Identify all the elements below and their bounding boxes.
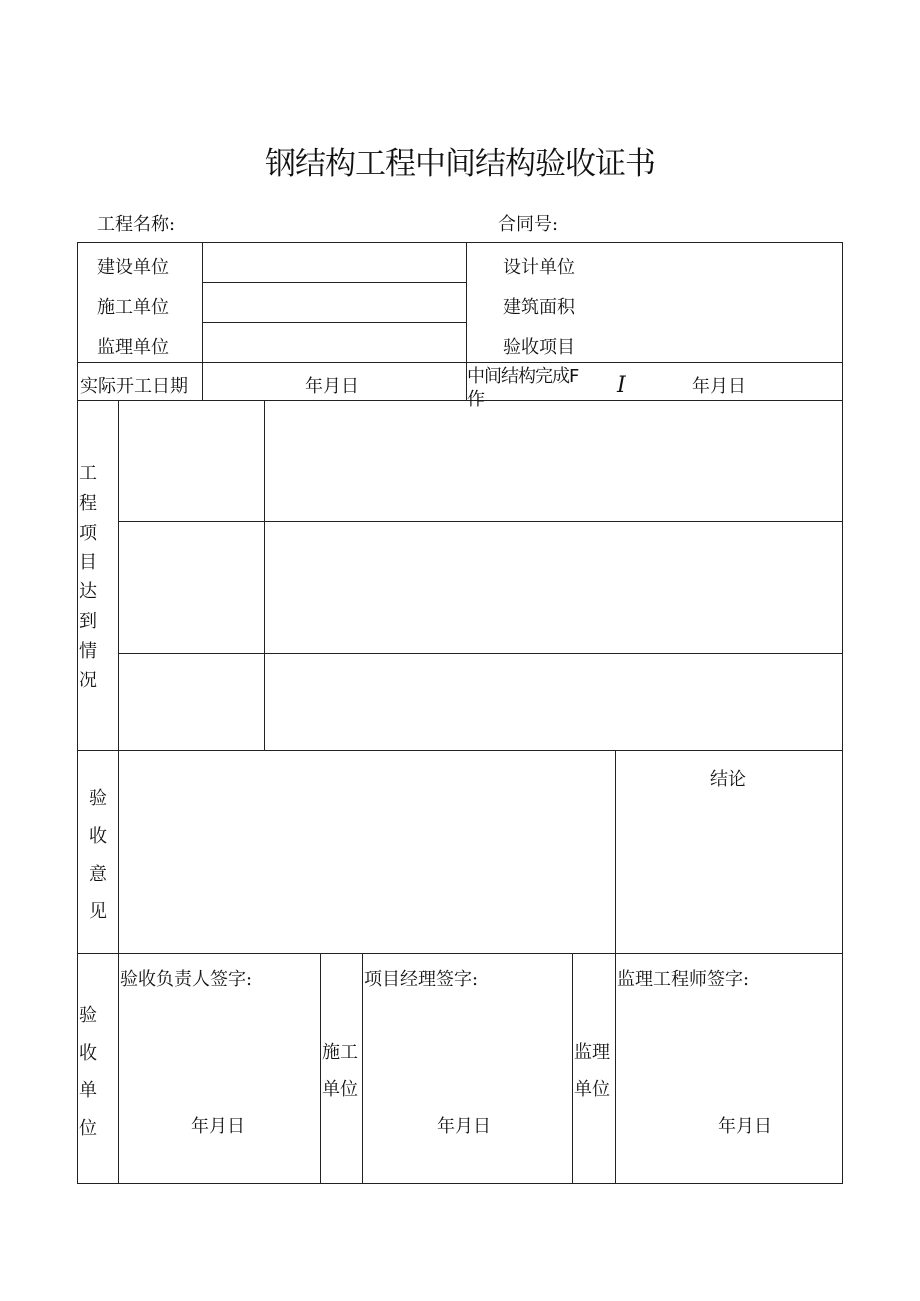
row-divider (202, 282, 466, 283)
table-border-bottom (77, 1183, 843, 1184)
supervise-unit-label: 监理单位 (97, 337, 169, 358)
accept-item-label: 验收项目 (503, 337, 575, 358)
row-divider (118, 521, 843, 522)
construct-unit-line2: 单位 (322, 1079, 358, 1100)
opinion-label-char: 验 (89, 788, 107, 809)
col-divider (320, 953, 321, 1184)
row-divider (202, 322, 466, 323)
mid-complete-label: 中间结构完成F (467, 366, 579, 387)
progress-label-char: 工 (79, 463, 97, 484)
pm-date: 年月日 (437, 1116, 491, 1137)
contract-no-label: 合同号: (498, 214, 559, 235)
progress-label-char: 达 (79, 581, 97, 602)
start-date-label: 实际开工日期 (80, 376, 188, 397)
opinion-label-char: 见 (89, 901, 107, 922)
row-divider (118, 653, 843, 654)
design-unit-label: 设计单位 (503, 257, 575, 278)
supervise-unit-line2: 单位 (574, 1079, 610, 1100)
opinion-label-char: 收 (89, 826, 107, 847)
construct-unit-label: 施工单位 (97, 297, 169, 318)
row-divider (77, 953, 843, 954)
units-label-char: 单 (79, 1080, 97, 1101)
progress-label-char: 情 (79, 641, 97, 662)
col-divider (202, 242, 203, 400)
responsible-date: 年月日 (191, 1116, 245, 1137)
progress-label-char: 况 (79, 670, 97, 691)
engineer-date: 年月日 (718, 1116, 772, 1137)
col-divider (362, 953, 363, 1184)
construct-unit-line1: 施工 (322, 1042, 358, 1063)
mid-complete-cell (467, 366, 615, 410)
start-date-value: 年月日 (305, 376, 359, 397)
mid-complete-overflow: 作 (467, 389, 485, 410)
progress-label-char: 项 (79, 523, 97, 544)
col-divider (615, 750, 616, 1184)
col-divider (264, 400, 265, 750)
units-label-char: 位 (79, 1118, 97, 1139)
project-name-label: 工程名称: (97, 214, 176, 235)
row-divider (77, 400, 843, 401)
row-divider (77, 362, 843, 363)
engineer-sign-label: 监理工程师签字: (617, 969, 750, 990)
build-unit-label: 建设单位 (97, 257, 169, 278)
col-divider (118, 400, 119, 1184)
progress-label-char: 到 (79, 611, 97, 632)
units-label-char: 验 (79, 1005, 97, 1026)
col-divider (572, 953, 573, 1184)
responsible-sign-label: 验收负责人签字: (120, 969, 253, 990)
pm-sign-label: 项目经理签字: (364, 969, 479, 990)
supervise-unit-line1: 监理 (574, 1042, 610, 1063)
units-label-char: 收 (79, 1043, 97, 1064)
row-divider (77, 750, 843, 751)
conclusion-label: 结论 (710, 769, 746, 790)
mid-complete-mark: I (617, 373, 626, 398)
progress-label-char: 程 (79, 493, 97, 514)
table-border-top (77, 242, 843, 243)
mid-complete-value: 年月日 (692, 376, 746, 397)
page-title: 钢结构工程中间结构验收证书 (265, 146, 655, 182)
opinion-label-char: 意 (89, 864, 107, 885)
table-border-left (77, 242, 78, 1184)
building-area-label: 建筑面积 (503, 297, 575, 318)
progress-label-char: 目 (79, 552, 97, 573)
table-border-right (842, 242, 843, 1184)
